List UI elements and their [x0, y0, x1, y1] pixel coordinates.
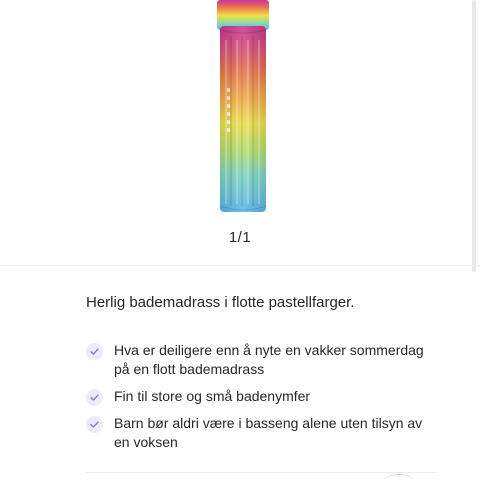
scrollbar[interactable]: [472, 0, 476, 272]
feature-text: Barn bør aldri være i basseng alene uten tilsyn av en voksen: [114, 415, 423, 450]
product-image[interactable]: [217, 0, 269, 212]
check-circle-icon: [86, 416, 103, 433]
bottom-control-edge[interactable]: [384, 474, 414, 480]
feature-item: [86, 341, 436, 379]
feature-item: [86, 414, 436, 452]
bottom-divider: [86, 472, 436, 473]
feature-item: [86, 387, 436, 406]
image-pager: 1/1: [228, 229, 252, 246]
check-circle-icon: [86, 389, 103, 406]
check-circle-icon: [86, 343, 103, 360]
feature-list: [86, 341, 436, 460]
feature-text: Hva er deiligere enn å nyte en vakker sommerdag på en flott bademadrass: [114, 342, 424, 377]
feature-text: Fin til store og små badenymfer: [114, 388, 311, 404]
section-divider: [0, 265, 480, 266]
product-description: Herlig bademadrass i flotte pastellfarger.: [86, 294, 355, 311]
